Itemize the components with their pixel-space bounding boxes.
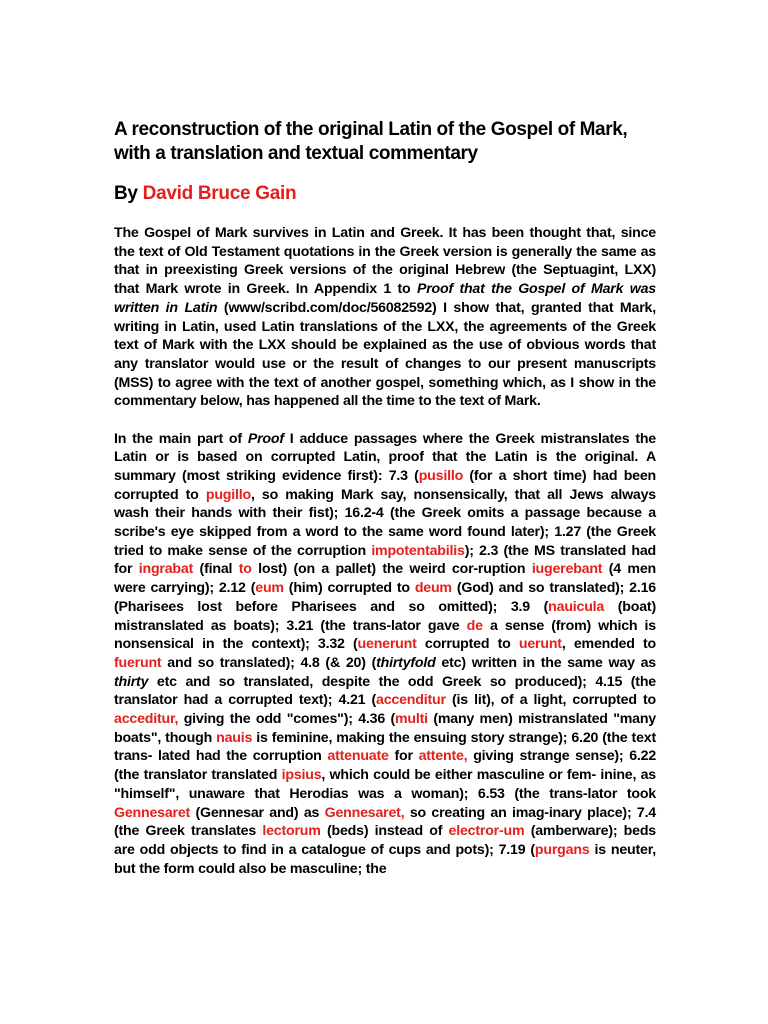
text-run: ); 2.3 (the MS translated had for [114,542,656,578]
latin-term: deum [414,580,452,597]
text-run: corrupted to [416,636,519,653]
text-run: etc and so translated, despite the odd Greek so produced); 4.15 (the translator had a corrupted text); 4.21 ( [114,673,656,709]
latin-term: de [466,617,483,634]
latin-term: iugerebant [531,561,603,578]
text-run: for [388,748,419,765]
italic-text: Proof that the Gospel of Mark was written in Latin [114,281,656,316]
text-run: The Gospel of Mark survives in Latin and Greek. It has been thought that, since the text of Old Testament quotations in the Greek version is generally the same as that in preexisting Greek versions of the original Hebrew (the Septuagint, LXX) that Mark wrote in Greek. In Appendix 1 to [114,225,656,298]
latin-term: Gennesaret, [324,804,405,821]
latin-term: pusillo [418,467,464,484]
latin-term: ipsius [281,767,322,784]
document-title: A reconstruction of the original Latin of the Gospel of Mark, with a translation and textual commentary [114,119,628,164]
text-run: (www/scribd.com/doc/56082592) I show that, granted that Mark, writing in Latin, used Latin translations of the LXX, the agreements of the Greek text of Mark with the LXX should be explained as the use of obvious words that any translator would use or the result of changes to our present manuscripts (MSS) to agree with the text of another gospel, something which, as I show in the commentary below, has happened all the time to the text of Mark. [114,299,656,410]
text-run: (boat) mistranslated as boats); 3.21 (the trans-lator gave [114,598,656,634]
text-run: In the main part of [114,430,248,447]
latin-term: nauicula [548,598,605,615]
text-run: (many men) mistranslated "many boats", though [114,711,656,746]
text-run: (final [193,561,239,578]
text-run: , emended to [561,636,656,653]
text-run: (Gennesar and) as [190,804,325,821]
latin-term: attenuate [327,748,389,765]
latin-term: impotentabilis [371,542,465,559]
text-run: (is lit), of a light, corrupted to [445,692,656,709]
text-run: (for a short time) had been corrupted to [114,467,657,503]
latin-term: attente, [418,748,468,765]
text-run: I adduce passages where the Greek mistranslates the Latin or is based on corrupted Latin, proof that the Latin is the original. A summary (most striking evidence first): 7.3 ( [114,430,656,484]
body-paragraph [114,224,656,411]
text-run: (amberware); beds are odd objects to find in a catalogue of cups and pots); 7.19 ( [114,823,656,858]
text-run: a sense (from) which is nonsensical in the context); 3.32 ( [114,617,656,653]
text-run: lost) (on a pallet) the weird cor-ruption [251,561,532,578]
body-paragraph [114,430,656,879]
latin-term: uenerunt [357,636,417,653]
document-page [114,118,656,878]
latin-term: acceditur, [114,711,179,728]
latin-term: lectorum [262,823,321,840]
text-run: giving strange sense); 6.22 (the translator translated [114,748,657,784]
text-run: (God) and so translated); 2.16 (Pharisees lost before Pharisees and so omitted); 3.9 ( [114,580,656,615]
italic-text: Proof [247,430,284,447]
latin-term: Gennesaret [114,804,191,821]
latin-term: purgans [534,842,590,858]
text-run: giving the odd "comes"); 4.36 ( [178,711,395,728]
text-run: and so translated); 4.8 (& 20) ( [161,654,377,671]
latin-term: to [238,561,252,578]
latin-term: nauis [216,729,253,746]
author-name: David Bruce Gain [142,183,297,204]
text-run: (beds) instead of [320,823,449,840]
text-run: etc) written in the same way as [435,654,656,671]
latin-term: accenditur [376,692,446,709]
latin-term: ingrabat [138,561,194,578]
latin-term: eum [255,580,284,597]
text-run: (4 men were carrying); 2.12 ( [114,561,656,597]
latin-term: multi [394,711,428,728]
text-run: is neuter, but the form could also be masculine; the [114,842,656,877]
latin-term: uerunt [518,636,562,653]
byline-prefix: By [114,183,143,204]
italic-text: thirty [114,673,149,690]
byline [114,182,656,206]
text-run: is feminine, making the ensuing story strange); 6.20 (the text trans- lated had the corruption [114,729,656,765]
text-run: , which could be either masculine or fem- inine, as "himself", unaware that Herodias was a woman); 6.53 (the trans-lator took [114,767,656,802]
latin-term: fuerunt [114,654,162,671]
latin-term: electror-um [448,823,525,840]
text-run: , so making Mark say, nonsensically, that all Jews always wash their hands with their fist); 16.2-4 (the Greek omits a passage because a scribe's eye skipped from a word to the same word found later); 1.27 (the Greek tried to make sense of the corruption [114,486,656,559]
latin-term: pugillo [205,486,251,503]
italic-text: thirtyfold [376,654,436,671]
text-run: so creating an imag-inary place); 7.4 (the Greek translates [114,804,656,840]
body-text [114,224,656,878]
text-run: (him) corrupted to [283,580,415,597]
